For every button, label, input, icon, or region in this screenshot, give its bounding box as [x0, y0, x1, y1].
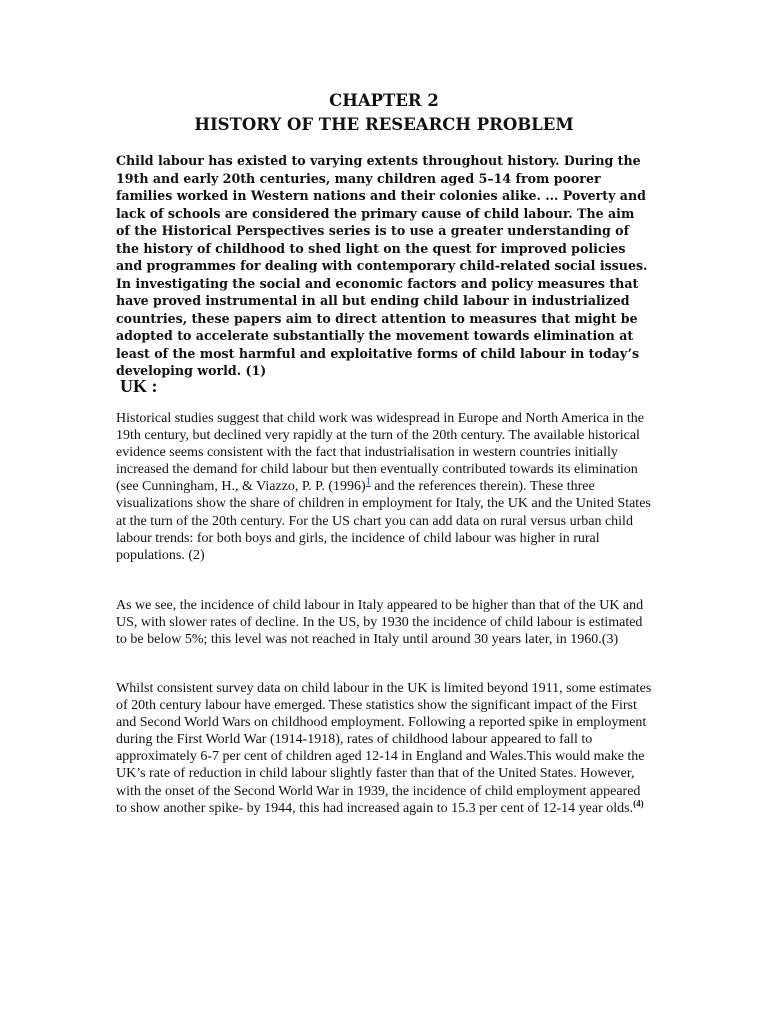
chapter-heading: [0, 89, 768, 137]
intro-paragraph: Child labour has existed to varying extents throughout history. During the 19th and early 20th centuries, many children aged 5–14 from poorer families worked in Western nations and their colonies alike. ... Poverty and lack of schools are considered the primary cause of child labour. The aim of the Historical Perspectives series is to use a greater understanding of the history of childhood to shed light on the quest for improved policies and programmes for dealing with contemporary child-related social issues. In investigating the social and economic factors and policy measures that have proved instrumental in all but ending child labour in industrialized countries, these papers aim to direct attention to measures that might be adopted to accelerate substantially the movement towards elimination at least of the most harmful and exploitative forms of child labour in today’s developing world. (1): [116, 153, 648, 378]
paragraph-text: Whilst consistent survey data on child labour in the UK is limited beyond 1911, some estimates of 20th century labour have emerged. These statistics show the significant impact of the First and Second World Wars on childhood employment. Following a reported spike in employment during the First World War (1914-1918), rates of childhood labour appeared to fall to approximately 6-7 per cent of children aged 12-14 in England and Wales.This would make the UK’s rate of reduction in child labour slightly faster than that of the United States. However, with the onset of the Second World War in 1939, the incidence of child employment appeared to show another spike- by 1944, this had increased again to 15.3 per cent of 12-14 year olds.: [116, 681, 652, 816]
footnote-link[interactable]: 1: [365, 476, 371, 488]
paragraph-italy-comparison: As we see, the incidence of child labour in Italy appeared to be higher than that of the UK and US, with slower rates of decline. In the US, by 1930 the incidence of child labour is estimated to be below 5%; this level was not reached in Italy until around 30 years later, in 1960.(3): [116, 598, 644, 648]
paragraph-text: Historical studies suggest that child work was widespread in Europe and North America in the 19th century, but declined very rapidly at the turn of the 20th century. The available historical evidence seems consistent with the fact that industrialisation in western countries initially increased the demand for child labour but then eventually contributed towards its elimination (see Cunningham, H., & Viazzo, P. P. (1996): [116, 411, 644, 495]
reference-marker: (4): [633, 798, 644, 808]
chapter-title: HISTORY OF THE RESEARCH PROBLEM: [194, 115, 574, 134]
paragraph-uk-survey: [116, 680, 652, 817]
chapter-number: CHAPTER 2: [329, 91, 439, 110]
section-heading-uk: UK :: [120, 376, 158, 396]
paragraph-text: and the references therein). These three visualizations show the share of children in employment for Italy, the UK and the United States at the turn of the 20th century. For the US chart you can add data on rural versus urban child labour trends: for both boys and girls, the incidence of child labour was higher in rural populations. (2): [116, 479, 651, 563]
paragraph-historical-studies: [116, 410, 652, 564]
